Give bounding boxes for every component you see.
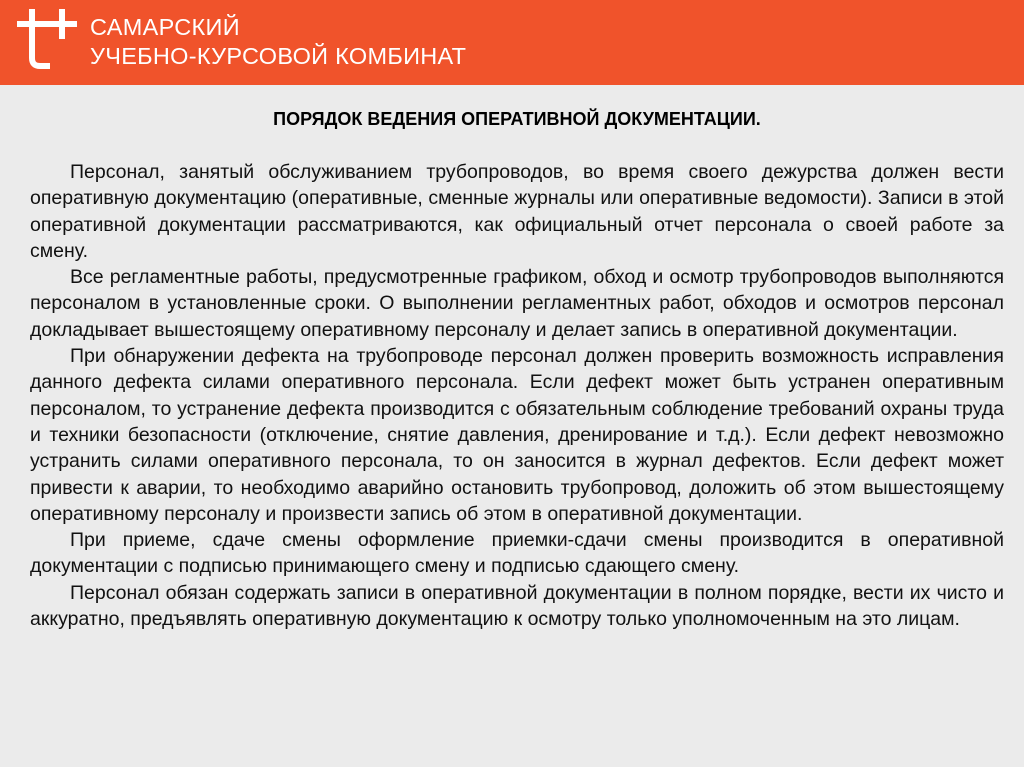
slide-body xyxy=(30,159,1004,632)
paragraph: Персонал обязан содержать записи в оперативной документации в полном порядке, вести их чисто и аккуратно, предъявлять оперативную документацию к осмотру только уполномоченным на это лицам. xyxy=(30,581,1004,631)
paragraph: При обнаружении дефекта на трубопроводе персонал должен проверить возможность исправления данного дефекта силами оперативного персонала. Если дефект может быть устранен оперативным персоналом, то устранение дефекта производится с обязательным соблюдение требований охраны труда и техники безопасности (отключение, снятие давления, дренирование и т.д.). Если дефект невозможно устранить силами оперативного персонала, то он заносится в журнал дефектов. Если дефект может привести к аварии, то необходимо аварийно остановить трубопровод, доложить об этом вышестоящему оперативному персоналу и произвести запись об этом в оперативной документации. xyxy=(30,345,1004,525)
paragraph: Персонал, занятый обслуживанием трубопроводов, во время своего дежурства должен вести оперативную документацию (оперативные, сменные журналы или оперативные ведомости). Записи в этой оперативной документации рассматриваются, как официальный отчет персонала о своей работе за смену. xyxy=(30,161,1004,262)
t-plus-logo-icon xyxy=(14,8,82,70)
paragraph: При приеме, сдаче смены оформление приемки-сдачи смены производится в оперативной документации с подписью принимающего смену и подписью сдающего смену. xyxy=(30,529,1004,578)
slide-content xyxy=(30,95,1004,632)
header-banner xyxy=(0,0,1024,85)
brand-name xyxy=(90,13,466,71)
paragraph: Все регламентные работы, предусмотренные графиком, обход и осмотр трубопроводов выполняются персоналом в установленные сроки. О выполнении регламентных работ, обходов и осмотров персонал докладывает вышестоящему оперативному персоналу и делает запись в оперативной документации. xyxy=(30,266,1004,341)
brand-line-2: УЧЕБНО-КУРСОВОЙ КОМБИНАТ xyxy=(90,43,467,69)
brand-line-1: САМАРСКИЙ xyxy=(90,14,240,40)
slide-title: ПОРЯДОК ВЕДЕНИЯ ОПЕРАТИВНОЙ ДОКУМЕНТАЦИИ. xyxy=(273,109,761,129)
